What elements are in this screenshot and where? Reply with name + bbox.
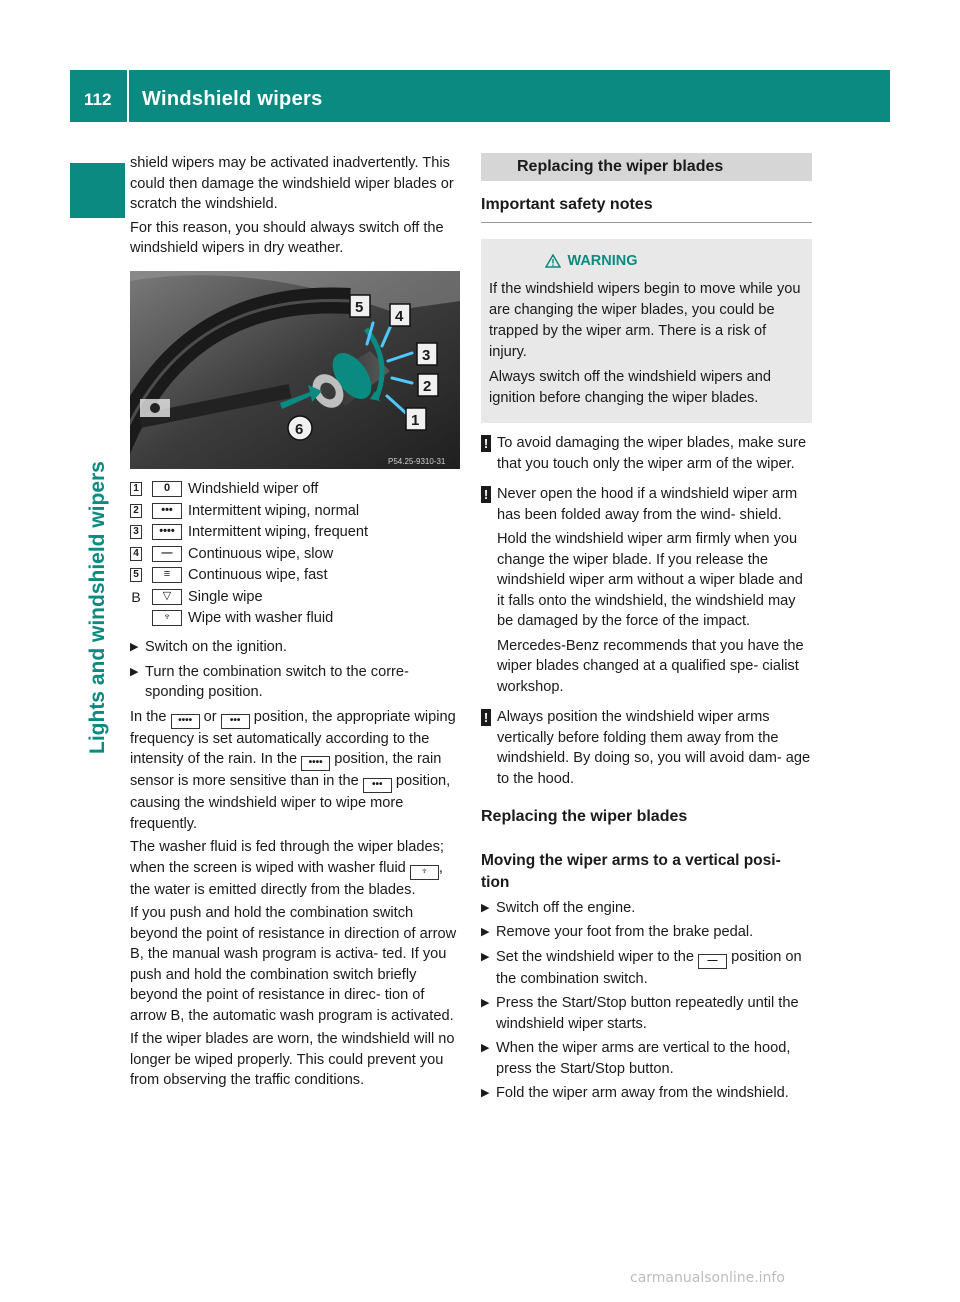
bullet-arrow-icon: ▶ — [481, 901, 490, 914]
paragraph: In the •••• or ••• position, the appropriate wiping frequency is set automatically according to the intensity of the rain. In the •••• position, the rain sensor is more sensitive than in the ••• position, causing the windshield wiper to wipe more frequently. — [130, 708, 456, 832]
list-item: ▶ Press the Start/Stop button repeatedly until the windshield wiper starts. — [481, 993, 812, 1034]
warning-text: Always switch off the windshield wipers and ignition before changing the wiper blades. — [489, 369, 772, 406]
list-item: ▶ Turn the combination switch to the corre- sponding position. — [130, 662, 460, 703]
note: ! Never open the hood if a windshield wiper arm has been folded away from the wind- shield. Hold the windshield wiper arm firmly when you change the wiper blade. If you release the windshield wiper arm without a wiper blade and it falls onto the windshield, the windshield may be damaged by the force of the impact. Mercedes-Benz recommends that you have the wiper blades changed at a qualified spe- cialist workshop. — [481, 484, 812, 701]
callout-1: 1 — [411, 411, 420, 429]
warning-triangle-icon — [545, 254, 561, 268]
legend-list — [130, 479, 460, 630]
three-dots-icon: ••• — [221, 714, 250, 729]
paragraph: For this reason, you should always switch off the windshield wipers in dry weather. — [130, 219, 444, 256]
page-title: Windshield wipers — [142, 88, 323, 110]
single-wipe-icon: ▽ — [152, 589, 182, 605]
bullet-arrow-icon: ▶ — [481, 950, 490, 963]
bullet-arrow-icon: ▶ — [130, 641, 139, 653]
legend-item: 4 — Continuous wipe, slow — [130, 543, 460, 565]
four-dots-icon: •••• — [301, 756, 330, 771]
note-icon: ! — [481, 486, 491, 503]
bullet-arrow-icon: ▶ — [481, 1042, 490, 1054]
note-icon: ! — [481, 709, 491, 726]
subsection-heading: Important safety notes — [481, 195, 812, 223]
callout-6: 6 — [295, 420, 304, 438]
warning-title: WARNING — [567, 252, 638, 269]
three-dots-icon: ••• — [363, 778, 392, 793]
section-heading: Replacing the wiper blades — [481, 153, 812, 181]
paragraph: If the wiper blades are worn, the windshield will no longer be wiped properly. This could prevent you from observing the traffic conditions. — [130, 1031, 455, 1088]
list-item: ▶ When the wiper arms are vertical to the hood, press the Start/Stop button. — [481, 1038, 812, 1079]
continuous-fast-icon: ≡ — [152, 567, 182, 583]
washer-fluid-icon: ♆ — [152, 610, 182, 626]
list-item: ▶ Fold the wiper arm away from the windshield. — [481, 1083, 812, 1104]
wiper-off-icon: 0 — [152, 481, 182, 497]
legend-item: 5 ≡ Continuous wipe, fast — [130, 565, 460, 587]
paragraph: The washer fluid is fed through the wiper blades; when the screen is wiped with washer fluid ♆ , the water is emitted directly from the blades. — [130, 839, 444, 898]
steering-wheel-illustration — [130, 271, 460, 469]
figure-code: P54.25-9310-31 — [388, 456, 446, 466]
bullet-arrow-icon: ▶ — [130, 665, 139, 678]
section-heading: Replacing the wiper blades — [481, 808, 688, 825]
continuous-slow-icon: — — [152, 546, 182, 562]
bullet-arrow-icon: ▶ — [481, 1087, 490, 1099]
legend-item: ♆ Wipe with washer fluid — [130, 608, 460, 630]
intermittent-normal-icon: ••• — [152, 503, 182, 519]
callout-4: 4 — [395, 307, 404, 325]
callout-2: 2 — [423, 377, 432, 395]
callout-3: 3 — [422, 346, 431, 364]
wiper-switch-figure — [130, 271, 460, 469]
header-divider — [127, 70, 129, 122]
legend-item: 3 •••• Intermittent wiping, frequent — [130, 522, 460, 544]
procedure-heading: Moving the wiper arms to a vertical posi- tion — [481, 851, 781, 891]
paragraph: If you push and hold the combination switch beyond the point of resistance in direction of arrow B, the manual wash program is activa- ted. If you push and hold the combination switch briefly beyond the point of resistance in direc- tion of arrow B, the automatic wash program is activated. — [130, 905, 457, 1024]
list-item: ▶ Set the windshield wiper to the — position on the combination switch. — [481, 947, 812, 990]
right-column — [481, 153, 812, 1108]
bullet-arrow-icon: ▶ — [481, 997, 490, 1009]
list-item: ▶ Switch on the ignition. — [130, 637, 460, 658]
continuous-slow-icon: — — [698, 954, 727, 969]
legend-item: B ▽ Single wipe — [131, 588, 263, 605]
note-icon: ! — [481, 435, 491, 452]
four-dots-icon: •••• — [171, 714, 200, 729]
list-item: ▶ Remove your foot from the brake pedal. — [481, 922, 812, 943]
note: ! To avoid damaging the wiper blades, make sure that you touch only the wiper arm of the wiper. — [481, 433, 812, 478]
left-column — [130, 153, 460, 1094]
list-item: ▶ Switch off the engine. — [481, 898, 812, 919]
legend-item: 2 ••• Intermittent wiping, normal — [130, 500, 460, 522]
bullet-arrow-icon: ▶ — [481, 926, 490, 938]
washer-fluid-icon: ♆ — [410, 865, 439, 880]
intermittent-frequent-icon: •••• — [152, 524, 182, 540]
warning-text: If the windshield wipers begin to move while you are changing the wiper blades, you could be trapped by the wiper arm. There is a risk of injury. — [489, 281, 801, 360]
warning-box — [481, 239, 812, 424]
page-number: 112 — [84, 90, 112, 109]
legend-item: 1 0 Windshield wiper off — [130, 479, 460, 501]
watermark: carmanualsonline.info — [630, 1270, 785, 1286]
chapter-tab — [70, 163, 125, 218]
chapter-label: Lights and windshield wipers — [85, 461, 109, 754]
callout-5: 5 — [355, 298, 364, 316]
note: ! Always position the windshield wiper arms vertically before folding them away from the windshield. By doing so, you will avoid dam- age to the hood. — [481, 707, 812, 793]
paragraph: shield wipers may be activated inadvertently. This could then damage the windshield wiper blades or scratch the windshield. — [130, 155, 454, 212]
